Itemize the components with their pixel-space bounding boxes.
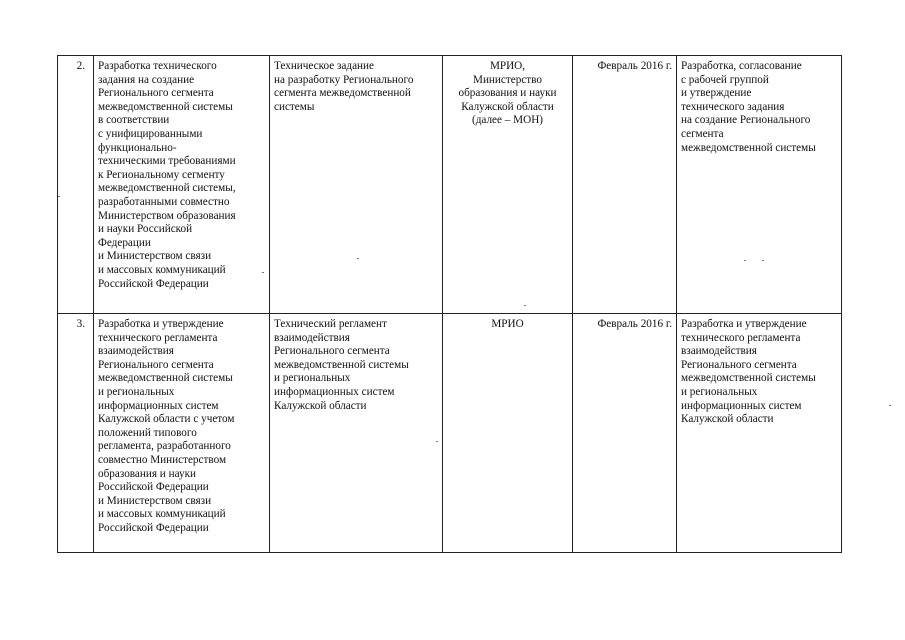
deadline-cell: Февраль 2016 г. [573,314,677,553]
table-row [58,314,842,553]
result-cell: Технический регламент взаимодействия Регионального сегмента межведомственной системы и региональных информационных систем Калужской области [270,314,443,553]
scan-speck [58,196,60,197]
task-cell: Разработка технического задания на создание Регионального сегмента межведомственной системы в соответствии с унифицированными функционально- техническими требованиями к Региональному сегменту межведомственной системы, разработанными совместно Министерством образования и науки Российской Федерации и Министерством связи и массовых коммуникаций Российской Федерации [94,56,270,314]
responsible-cell: МРИО [443,314,573,553]
scan-speck [357,258,359,259]
outcome-cell: Разработка, согласование с рабочей группой и утверждение технического задания на создание Регионального сегмента межведомственной системы [677,56,842,314]
plan-table [57,55,842,553]
scan-speck [262,272,264,273]
responsible-cell: МРИО, Министерство образования и науки Калужской области (далее – МОН) [443,56,573,314]
row-number: 3. [58,314,94,553]
row-number: 2. [58,56,94,314]
table-row [58,56,842,314]
scan-speck [524,305,526,306]
task-cell: Разработка и утверждение технического регламента взаимодействия Регионального сегмента межведомственной системы и региональных информационных систем Калужской области с учетом положений типового регламента, разработанного совместно Министерством образования и науки Российской Федерации и Министерством связи и массовых коммуникаций Российской Федерации [94,314,270,553]
scan-speck [762,260,764,261]
result-cell: Техническое задание на разработку Регионального сегмента межведомственной системы [270,56,443,314]
outcome-cell: Разработка и утверждение технического регламента взаимодействия Регионального сегмента межведомственной системы и региональных информационных систем Калужской области [677,314,842,553]
scan-speck [889,405,891,406]
scan-speck [744,260,746,261]
deadline-cell: Февраль 2016 г. [573,56,677,314]
scan-speck [436,441,438,442]
